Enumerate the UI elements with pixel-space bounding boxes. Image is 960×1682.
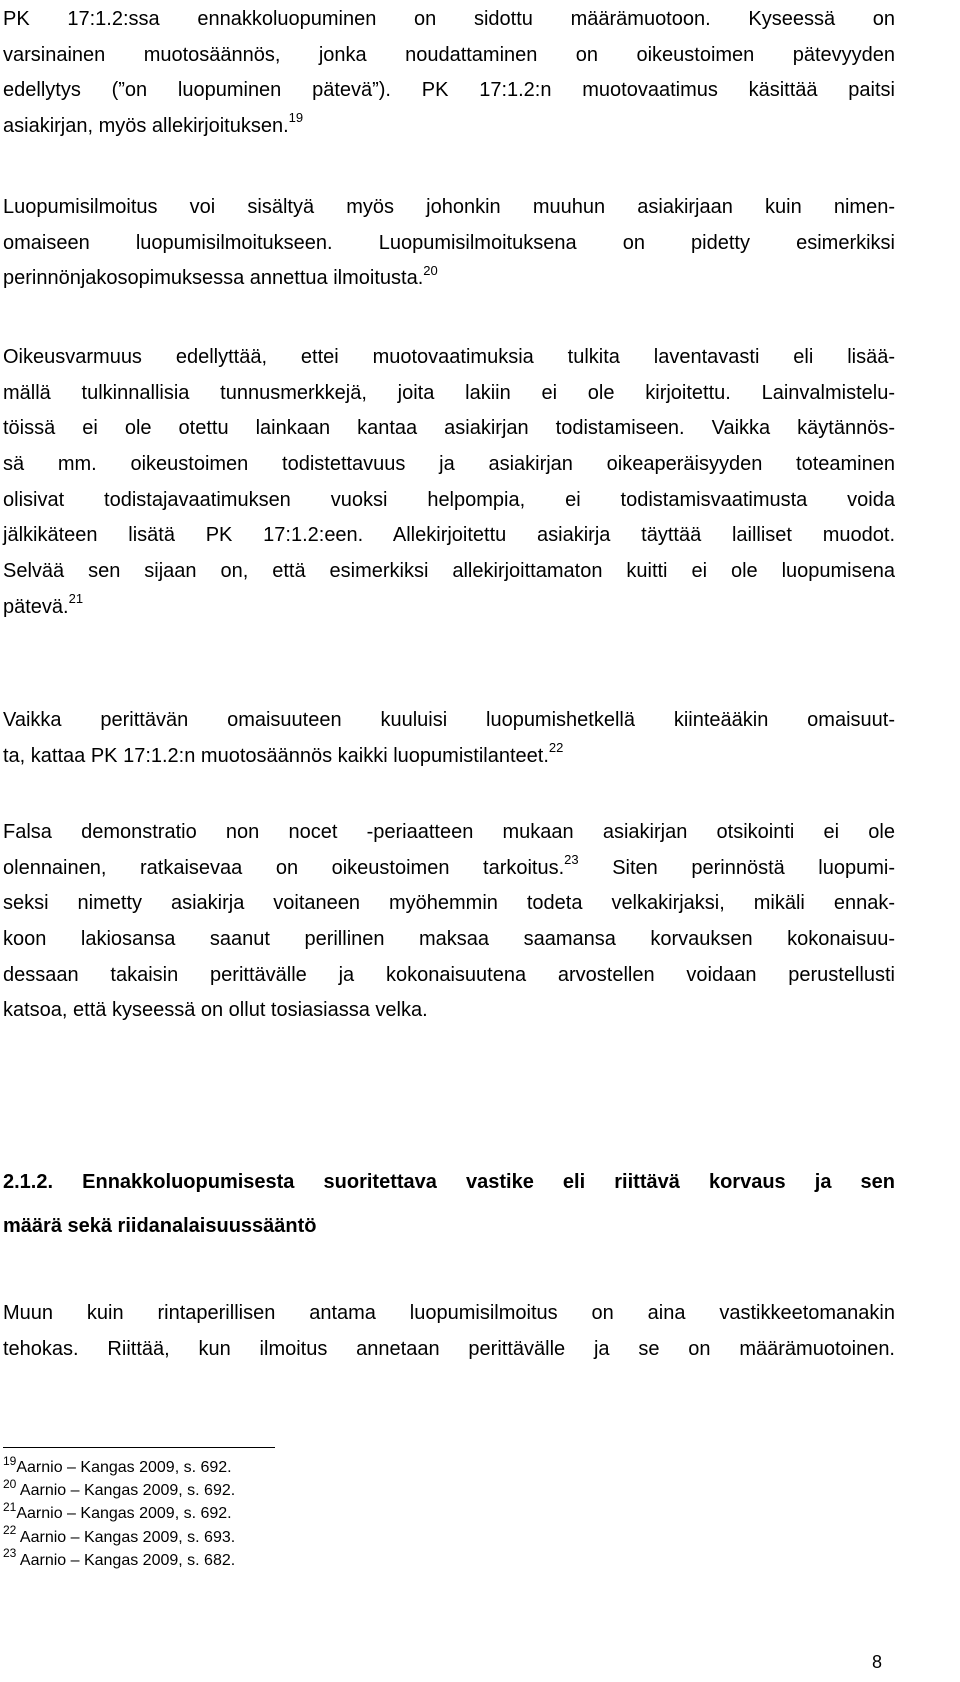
- text-line-content: olennainen, ratkaisevaa on oikeustoimen tarkoitus.: [3, 856, 565, 879]
- text-line: jälkikäteen lisätä PK 17:1.2:een. Allekirjoitettu asiakirja täyttää lailliset muodot.: [3, 524, 895, 547]
- text-line: [3, 851, 895, 887]
- paragraph-notice-in-other-document: [3, 190, 895, 297]
- footnote-ref: 22: [548, 740, 564, 756]
- text-line: katsoa, että kyseessä on ollut tosiasiassa velka.: [3, 999, 428, 1022]
- paragraph-falsa-demonstratio: [3, 815, 895, 1029]
- footnote-ref: 21: [68, 591, 84, 607]
- section-number: 2.1.2.: [3, 1171, 54, 1193]
- section-heading: [3, 1160, 895, 1248]
- text-line: Vaikka perittävän omaisuuteen kuuluisi luopumishetkellä kiinteääkin omaisuut-: [3, 709, 895, 731]
- text-line: [3, 109, 895, 145]
- text-line-continuation: Siten perinnöstä luopumi-: [612, 856, 895, 879]
- paragraph-legal-certainty: [3, 340, 895, 626]
- footnote-text: Aarnio – Kangas 2009, s. 692.: [16, 1459, 232, 1476]
- paragraph-form-requirement: [3, 2, 895, 145]
- text-line: [3, 261, 895, 297]
- text-line: Oikeusvarmuus edellyttää, ettei muotovaatimuksia tulkita laventavasti eli lisää-: [3, 346, 895, 368]
- paragraph-non-descendant-heir: [3, 1296, 895, 1367]
- text-line-content: perinnönjakosopimuksessa annettua ilmoitusta.: [3, 267, 424, 290]
- text-line: Selvää sen sijaan on, että esimerkiksi allekirjoittamaton kuitti ei ole luopumisena: [3, 560, 895, 583]
- footnote: [3, 1453, 603, 1479]
- paragraph-real-estate: [3, 703, 895, 774]
- footnote-number: 19: [3, 1453, 17, 1468]
- text-line: Falsa demonstratio non nocet -periaatteen mukaan asiakirjan otsikointi ei ole: [3, 821, 895, 843]
- footnote: [3, 1476, 603, 1502]
- text-line: dessaan takaisin perittävälle ja kokonaisuutena arvostellen voidaan perustellusti: [3, 963, 895, 986]
- footnote-text: Aarnio – Kangas 2009, s. 682.: [16, 1551, 236, 1569]
- footnote-number: 22: [3, 1523, 17, 1538]
- page-number: 8: [871, 1652, 882, 1672]
- text-line: PK 17:1.2:ssa ennakkoluopuminen on sidottu määrämuotoon. Kyseessä on: [3, 8, 895, 30]
- text-line: tehokas. Riittää, kun ilmoitus annetaan perittävälle ja se on määrämuotoinen.: [3, 1337, 895, 1360]
- footnote: [3, 1523, 603, 1549]
- footnote-number: 23: [3, 1546, 17, 1561]
- footnote-text: Aarnio – Kangas 2009, s. 692.: [16, 1505, 232, 1523]
- heading-line: [3, 1160, 895, 1204]
- text-line: koon lakiosansa saanut perillinen maksaa saamansa korvauksen kokonaisuu-: [3, 928, 895, 951]
- footnotes-list: [3, 1453, 603, 1572]
- footnote-text: Aarnio – Kangas 2009, s. 692.: [16, 1482, 236, 1500]
- text-line: sä mm. oikeustoimen todistettavuus ja asiakirjan oikeaperäisyyden toteaminen: [3, 453, 895, 476]
- footnote-separator: [3, 1447, 275, 1448]
- footnote: [3, 1546, 603, 1572]
- footnote-number: 20: [3, 1476, 17, 1491]
- text-line: olisivat todistajavaatimuksen vuoksi helpompia, ei todistamisvaatimusta voida: [3, 488, 895, 511]
- footnote-number: 21: [3, 1500, 17, 1515]
- text-line: töissä ei ole otettu lainkaan kantaa asiakirjan todistamiseen. Vaikka käytännös-: [3, 417, 895, 440]
- footnote-ref: 19: [288, 110, 304, 126]
- text-line: seksi nimetty asiakirja voitaneen myöhemmin todeta velkakirjaksi, mikäli ennak-: [3, 892, 895, 915]
- text-line: omaiseen luopumisilmoitukseen. Luopumisilmoituksena on pidetty esimerkiksi: [3, 231, 895, 254]
- footnote-ref: 23: [564, 852, 579, 868]
- heading-text: Ennakkoluopumisesta suoritettava vastike eli riittävä korvaus ja sen: [82, 1171, 896, 1193]
- text-line: Muun kuin rintaperillisen antama luopumisilmoitus on aina vastikkeetomanakin: [3, 1302, 895, 1324]
- text-line-content: asiakirjan, myös allekirjoituksen.: [3, 115, 289, 138]
- text-line: [3, 590, 895, 626]
- text-line-content: pätevä.: [3, 595, 69, 618]
- heading-line: määrä sekä riidanalaisuussääntö: [3, 1215, 317, 1237]
- text-line: Luopumisilmoitus voi sisältyä myös johonkin muuhun asiakirjaan kuin nimen-: [3, 196, 895, 218]
- text-line: mällä tulkinnallisia tunnusmerkkejä, joita lakiin ei ole kirjoitettu. Lainvalmistelu-: [3, 381, 895, 404]
- footnote-text: Aarnio – Kangas 2009, s. 693.: [16, 1528, 236, 1546]
- footnote-ref: 20: [423, 262, 438, 278]
- text-line-content: ta, kattaa PK 17:1.2:n muotosäännös kaikki luopumistilanteet.: [3, 744, 549, 767]
- text-line: [3, 739, 895, 775]
- text-line: edellytys (”on luopuminen pätevä”). PK 17:1.2:n muotovaatimus käsittää paitsi: [3, 79, 895, 102]
- footnote: [3, 1502, 603, 1525]
- text-line: varsinainen muotosäännös, jonka noudattaminen on oikeustoimen pätevyyden: [3, 43, 895, 66]
